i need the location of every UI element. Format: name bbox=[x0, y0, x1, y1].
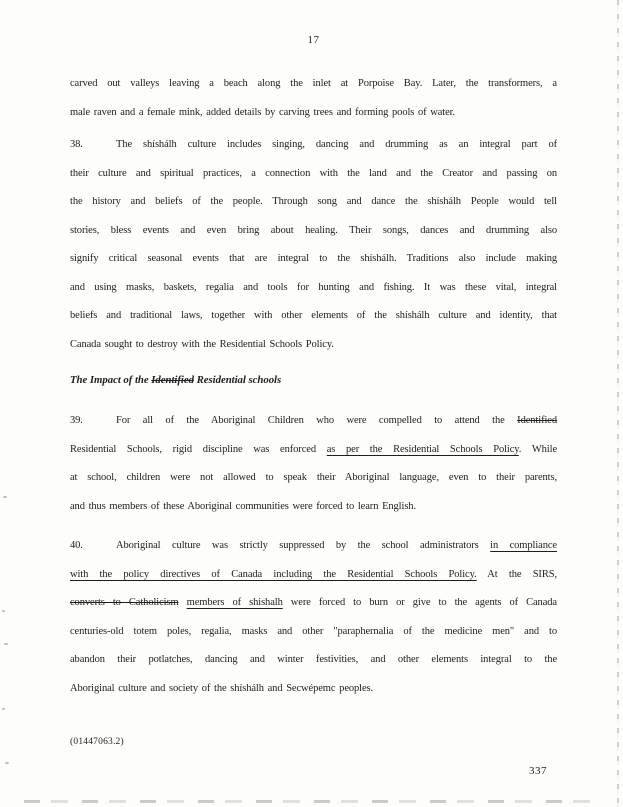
text-line bbox=[70, 217, 557, 246]
struck-text: Identified bbox=[151, 374, 194, 386]
text-line bbox=[70, 99, 557, 128]
text-segment: The shíshálh culture includes singing, dancing and drumming as an integral part of bbox=[116, 139, 557, 150]
text-line bbox=[70, 302, 557, 331]
scan-speck bbox=[2, 610, 5, 612]
text-line bbox=[70, 561, 557, 590]
text-segment: . While bbox=[518, 443, 557, 455]
text-line bbox=[70, 188, 557, 217]
text-segment: Residential schools bbox=[193, 374, 282, 386]
document-reference-number: (01447063.2) bbox=[70, 737, 124, 747]
text-line bbox=[70, 646, 557, 675]
paragraph-intro-continuation bbox=[70, 70, 557, 127]
text-line bbox=[70, 464, 557, 493]
paragraph-40 bbox=[70, 532, 557, 703]
scan-speck bbox=[2, 708, 5, 710]
text-segment: stories, bless events and even bring about healing. Their songs, dances and drumming also bbox=[70, 224, 557, 236]
scan-speck bbox=[3, 496, 7, 498]
scan-edge-artifact-right bbox=[617, 0, 619, 807]
text-segment: their culture and spiritual practices, a connection with the land and the Creator and passing on bbox=[70, 167, 557, 179]
text-line bbox=[70, 532, 557, 561]
text-segment: at school, children were not allowed to speak their Aboriginal language, even to their parents, bbox=[70, 472, 557, 484]
text-line bbox=[70, 366, 557, 395]
text-segment: Canada sought to destroy with the Residential Schools Policy. bbox=[70, 338, 334, 350]
section-heading-impact-of-residential-schools bbox=[70, 366, 557, 395]
underlined-text: as per the Residential Schools Policy bbox=[326, 443, 519, 455]
text-line bbox=[70, 131, 557, 160]
text-segment: were forced to burn or give to the agents of Canada bbox=[282, 597, 557, 609]
page-number-bottom: 337 bbox=[529, 765, 547, 777]
text-line bbox=[70, 436, 557, 465]
text-line bbox=[70, 589, 557, 618]
underlined-text: members of shishalh bbox=[186, 597, 283, 609]
text-segment: The Impact of the bbox=[70, 374, 152, 386]
scan-speck bbox=[4, 643, 8, 645]
page-number-top: 17 bbox=[307, 34, 320, 46]
text-segment: For all of the Aboriginal Children who were compelled to attend the bbox=[116, 415, 518, 426]
text-segment: centuries-old totem poles, regalia, masks and other "paraphernalia of the medicine men" and to bbox=[70, 625, 557, 637]
text-segment bbox=[179, 597, 187, 608]
text-line bbox=[70, 493, 557, 522]
text-segment: Residential Schools, rigid discipline was enforced bbox=[70, 443, 327, 455]
text-line bbox=[70, 675, 557, 704]
text-line bbox=[70, 245, 557, 274]
paragraph-number: 40. bbox=[70, 540, 83, 551]
text-segment: At the SIRS, bbox=[476, 568, 557, 580]
text-segment: carved out valleys leaving a beach along the inlet at Porpoise Bay. Later, the transformers, a bbox=[70, 78, 557, 89]
underlined-text: in compliance bbox=[490, 540, 557, 551]
struck-text: converts to Catholicism bbox=[70, 597, 179, 609]
paragraph-38 bbox=[70, 131, 557, 359]
scan-speck bbox=[5, 762, 9, 764]
text-line bbox=[70, 70, 557, 99]
struck-text: Identified bbox=[517, 415, 557, 426]
text-segment: Aboriginal culture was strictly suppressed by the school administrators bbox=[116, 540, 491, 551]
paragraph-number: 38. bbox=[70, 139, 83, 150]
text-segment: signify critical seasonal events that are integral to the shíshálh. Traditions also include making bbox=[70, 253, 557, 265]
text-segment: abandon their potlatches, dancing and winter festivities, and other elements integral to the bbox=[70, 654, 557, 666]
scan-edge-artifact-bottom bbox=[24, 800, 596, 803]
text-segment: beliefs and traditional laws, together with other elements of the shíshálh culture and identity, that bbox=[70, 310, 557, 322]
paragraph-number: 39. bbox=[70, 415, 83, 426]
paragraph-39 bbox=[70, 407, 557, 521]
text-segment: Aboriginal culture and society of the shíshálh and Secwépemc peoples. bbox=[70, 682, 374, 694]
text-line bbox=[70, 618, 557, 647]
underlined-text: with the policy directives of Canada including the Residential Schools Policy. bbox=[70, 568, 477, 580]
text-line bbox=[70, 407, 557, 436]
text-segment: the history and beliefs of the people. Through song and dance the shíshálh People would tell bbox=[70, 196, 557, 208]
text-segment: and using masks, baskets, regalia and tools for hunting and fishing. It was these vital, integral bbox=[70, 281, 557, 293]
text-line bbox=[70, 160, 557, 189]
text-segment: male raven and a female mink, added details by carving trees and forming pools of water. bbox=[70, 106, 456, 118]
text-line bbox=[70, 274, 557, 303]
text-line bbox=[70, 331, 557, 360]
text-segment: and thus members of these Aboriginal communities were forced to learn English. bbox=[70, 500, 416, 512]
